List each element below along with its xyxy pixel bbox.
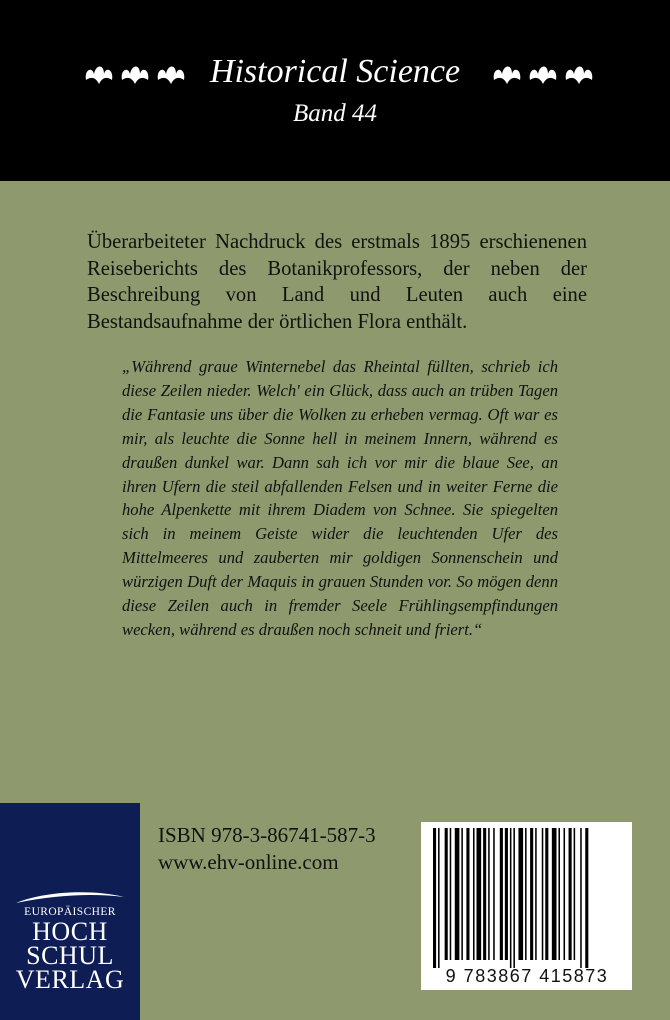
volume-number: Band 44 xyxy=(292,100,378,127)
barcode-bar xyxy=(477,828,482,960)
barcode-bar xyxy=(433,828,436,968)
barcode-bar xyxy=(473,828,475,960)
barcode-bar xyxy=(513,828,515,968)
barcode-bar xyxy=(455,828,460,960)
author-quote: „Während graue Winternebel das Rheintal füllten, schrieb ich diese Zeilen nieder. Welch' ein Glück, dass auch an trüben Tagen die Fantasie uns über die Wolken zu erheben vermag. Oft war es mir, als leuchte die Sonne hell in meinem Innern, während es draußen dunkel war. Dann sah ich vor mir die blaue See, an ihren Ufern die steil abfallenden Felsen und in weiter Ferne die hohe Alpenkette mit ihrem Diadem von Schnee. Sie spiegelten sich in meinem Geiste wider die leuchtenden Ufer des Mittelmeeres und zauberten mir goldigen Sonnenschein und würzigen Duft der Maquis in grauen Stunden vor. So mögen denn diese Zeilen auch in fremder Seele Frühlingsempfindungen wecken, während es draußen noch schneit und friert.“ xyxy=(122,357,558,639)
series-header xyxy=(0,0,670,181)
barcode-digits: 9 783867 415873 xyxy=(445,966,609,986)
barcode-bar xyxy=(450,828,452,960)
barcode-bar xyxy=(580,828,582,968)
barcode-bar xyxy=(569,828,572,960)
barcode-bar xyxy=(564,828,566,960)
barcode-bar xyxy=(574,828,576,960)
barcode-bar xyxy=(530,828,533,960)
barcode-bar xyxy=(466,828,469,960)
barcode-bar xyxy=(525,828,527,960)
barcode-bar xyxy=(518,828,523,960)
publisher-name-line1: EUROPÄISCHER xyxy=(24,906,116,918)
publisher-name-line3: SCHUL xyxy=(26,941,114,970)
barcode-bar xyxy=(552,828,557,960)
barcode-bar xyxy=(585,828,588,968)
barcode-bar xyxy=(542,828,544,960)
barcode-bar xyxy=(505,828,508,960)
series-title: Historical Science xyxy=(209,53,461,90)
publisher-name-line2: HOCH xyxy=(32,917,108,946)
barcode-bars xyxy=(429,828,625,968)
barcode-bar xyxy=(483,828,486,960)
barcode-bar xyxy=(558,828,560,960)
barcode-bar xyxy=(535,828,537,960)
website-url: www.ehv-online.com xyxy=(158,850,339,874)
barcode-bar xyxy=(438,828,440,968)
book-description: Überarbeiteter Nachdruck des erstmals 1895 erschienenen Reiseberichts des Botanikprofessors, der neben der Beschreibung von Land und Leuten auch eine Bestandsaufnahme der örtlichen Flora enthält. xyxy=(87,231,587,333)
barcode-bar xyxy=(545,828,548,960)
barcode-bar xyxy=(488,828,490,960)
barcode-bar xyxy=(500,828,503,960)
publisher-logo xyxy=(0,803,140,1020)
isbn: ISBN 978-3-86741-587-3 xyxy=(158,823,376,847)
barcode-bar xyxy=(510,828,512,968)
barcode-bar xyxy=(493,828,495,960)
barcode-bar xyxy=(461,828,463,960)
barcode-bar xyxy=(445,828,448,960)
barcode xyxy=(421,822,632,990)
floral-ornament-icon xyxy=(490,58,598,88)
publisher-name-line4: VERLAG xyxy=(15,965,125,994)
